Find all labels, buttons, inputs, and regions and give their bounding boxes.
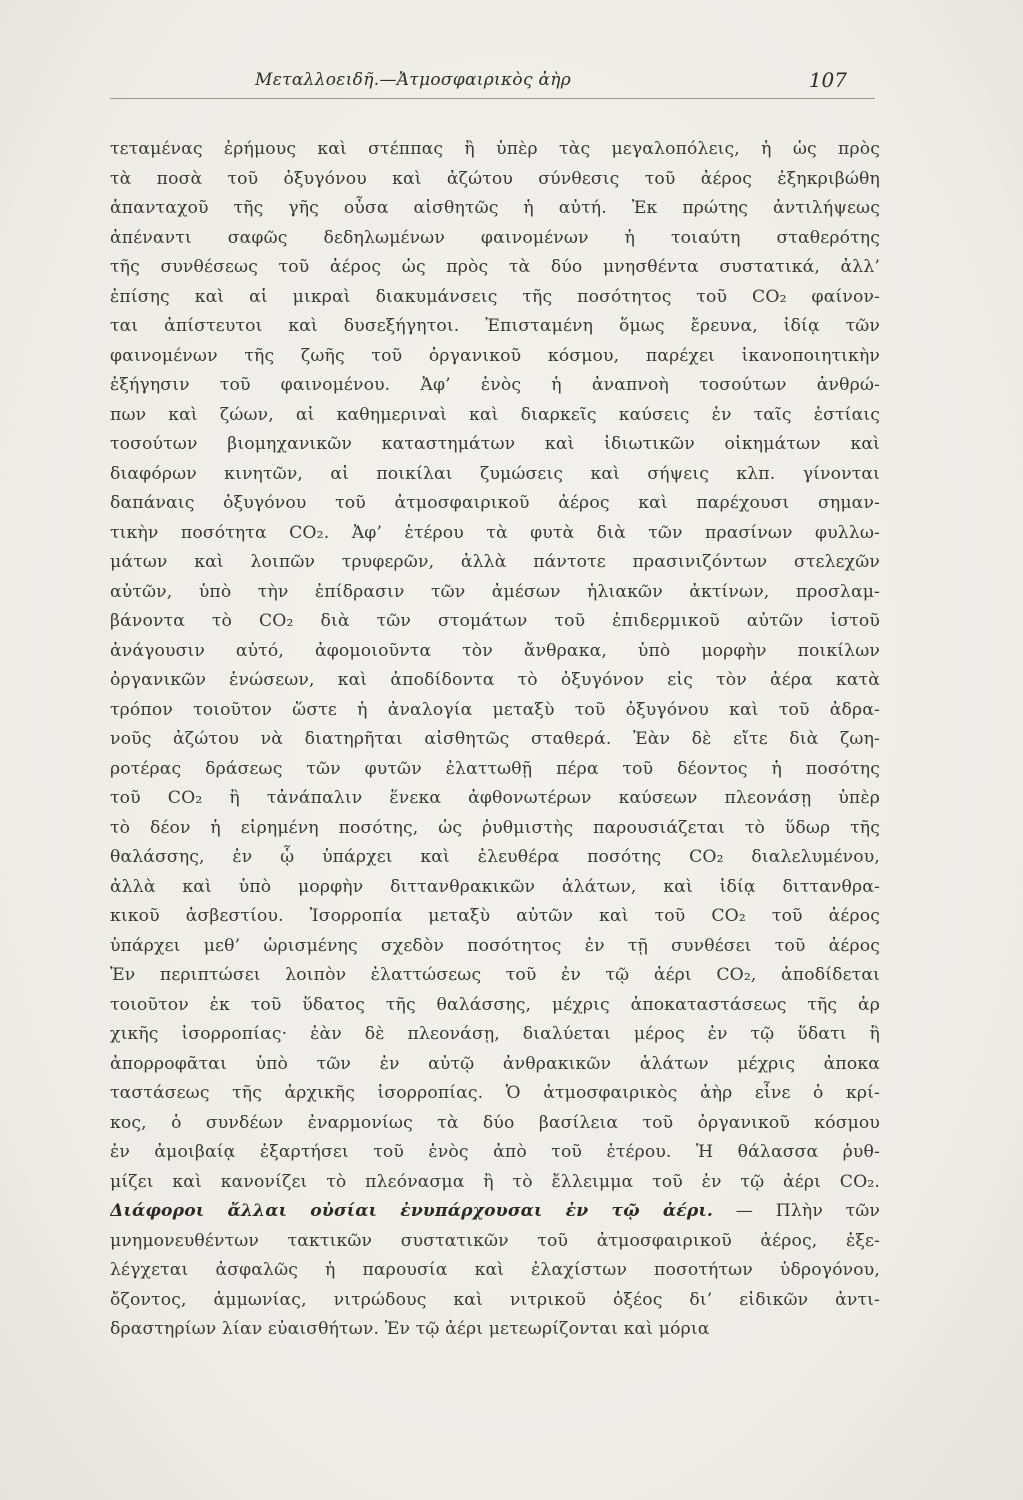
text-line: ἐπίσης καὶ αἱ μικραὶ διακυμάνσεις τῆς ποσότητος τοῦ CO₂ φαίνον- <box>110 286 880 307</box>
text-line: πων καὶ ζώων, αἱ καθημεριναὶ καὶ διαρκεῖς καύσεις ἐν ταῖς ἑστίαις <box>110 404 880 425</box>
text-line: μνημονευθέντων τακτικῶν συστατικῶν τοῦ ἀτμοσφαιρικοῦ ἀέρος, ἐξε- <box>110 1230 880 1251</box>
text-line: τρόπον τοιοῦτον ὥστε ἡ ἀναλογία μεταξὺ τοῦ ὀξυγόνου καὶ τοῦ ἀδρα- <box>110 699 880 720</box>
text-line: ἀλλὰ καὶ ὑπὸ μορφὴν διττανθρακικῶν ἁλάτων, καὶ ἰδίᾳ διττανθρα- <box>110 876 880 897</box>
text-line: νοῦς ἀζώτου νὰ διατηρῆται αἰσθητῶς σταθερά. Ἐὰν δὲ εἴτε διὰ ζωη- <box>110 729 880 749</box>
text-line: ροτέρας δράσεως τῶν φυτῶν ἐλαττωθῇ πέρα τοῦ δέοντος ἡ ποσότης <box>110 758 880 779</box>
text-line: βάνοντα τὸ CO₂ διὰ τῶν στομάτων τοῦ ἐπιδερμικοῦ αὐτῶν ἱστοῦ <box>110 611 880 631</box>
section-first-line: — Πλὴν τῶν <box>735 1201 880 1221</box>
text-line: θαλάσσης, ἐν ᾧ ὑπάρχει καὶ ἐλευθέρα ποσότης CO₂ διαλελυμένου, <box>110 847 880 867</box>
text-line: τικὴν ποσότητα CO₂. Ἀφ’ ἑτέρου τὰ φυτὰ διὰ τῶν πρασίνων φυλλω- <box>110 522 880 543</box>
text-line: ὑπάρχει μεθ’ ὡρισμένης σχεδὸν ποσότητος ἐν τῇ συνθέσει τοῦ ἀέρος <box>110 935 880 956</box>
text-line: τοιοῦτον ἐκ τοῦ ὕδατος τῆς θαλάσσης, μέχρις ἀποκαταστάσεως τῆς ἀρ <box>110 994 880 1015</box>
running-head: Μεταλλοειδῆ.—Ἀτμοσφαιρικὸς ἀὴρ <box>255 70 572 90</box>
text-line: αὐτῶν, ὑπὸ τὴν ἐπίδρασιν τῶν ἀμέσων ἡλιακῶν ἀκτίνων, προσλαμ- <box>110 581 880 602</box>
text-line: ὄζοντος, ἀμμωνίας, νιτρώδους καὶ νιτρικοῦ ὀξέος δι’ εἰδικῶν ἀντι- <box>110 1289 880 1310</box>
text-line: Ἐν περιπτώσει λοιπὸν ἐλαττώσεως τοῦ ἐν τῷ ἀέρι CO₂, ἀποδίδεται <box>110 965 880 985</box>
text-line: ἀνάγουσιν αὐτό, ἀφομοιοῦντα τὸν ἄνθρακα, ὑπὸ μορφὴν ποικίλων <box>110 640 880 661</box>
text-line: ἐξήγησιν τοῦ φαινομένου. Ἀφ’ ἑνὸς ἡ ἀναπνοὴ τοσούτων ἀνθρώ- <box>110 375 880 395</box>
text-line: δαπάναις ὀξυγόνου τοῦ ἀτμοσφαιρικοῦ ἀέρος καὶ παρέχουσι σημαν- <box>110 493 880 513</box>
text-line: τῆς συνθέσεως τοῦ ἀέρος ὡς πρὸς τὰ δύο μνησθέντα συστατικά, ἀλλ’ <box>110 257 880 277</box>
page-header <box>110 60 875 100</box>
page-number: 107 <box>808 68 847 92</box>
text-line: τὰ ποσὰ τοῦ ὀξυγόνου καὶ ἀζώτου σύνθεσις τοῦ ἀέρος ἐξηκριβώθη <box>110 168 880 189</box>
text-line: ὀργανικῶν ἑνώσεων, καὶ ἀποδίδοντα τὸ ὀξυγόνον εἰς τὸν ἀέρα κατὰ <box>110 670 880 690</box>
section-title: Διάφοροι ἄλλαι οὐσίαι ἐνυπάρχουσαι ἐν τῷ ἀέρι. <box>110 1201 714 1221</box>
text-line: χικῆς ἰσορροπίας· ἐὰν δὲ πλεονάσῃ, διαλύεται μέρος ἐν τῷ ὕδατι ἢ <box>110 1024 880 1044</box>
text-line: κικοῦ ἀσβεστίου. Ἰσορροπία μεταξὺ αὐτῶν καὶ τοῦ CO₂ τοῦ ἀέρος <box>110 906 880 926</box>
text-line: μάτων καὶ λοιπῶν τρυφερῶν, ἀλλὰ πάντοτε πρασινιζόντων στελεχῶν <box>110 552 880 572</box>
section-heading-line <box>110 1197 880 1227</box>
text-line: ἀπορροφᾶται ὑπὸ τῶν ἐν αὐτῷ ἀνθρακικῶν ἁλάτων μέχρις ἀποκα <box>110 1053 880 1074</box>
text-line: τὸ δέον ἡ εἰρημένη ποσότης, ὡς ῥυθμιστὴς παρουσιάζεται τὸ ὕδωρ τῆς <box>110 817 880 838</box>
text-line: τοῦ CO₂ ἢ τἀνάπαλιν ἕνεκα ἀφθονωτέρων καύσεων πλεονάσῃ ὑπὲρ <box>110 788 880 808</box>
text-line: λέγχεται ἀσφαλῶς ἡ παρουσία καὶ ἐλαχίστων ποσοτήτων ὑδρογόνου, <box>110 1260 880 1280</box>
text-line: κος, ὁ συνδέων ἐναρμονίως τὰ δύο βασίλεια τοῦ ὀργανικοῦ κόσμου <box>110 1112 880 1133</box>
body-text <box>110 135 880 1345</box>
text-line: ται ἀπίστευτοι καὶ δυσεξήγητοι. Ἐπισταμένη ὅμως ἔρευνα, ἰδίᾳ τῶν <box>110 316 880 336</box>
text-line: ἐν ἀμοιβαίᾳ ἐξαρτήσει τοῦ ἑνὸς ἀπὸ τοῦ ἑτέρου. Ἡ θάλασσα ῥυθ- <box>110 1142 880 1162</box>
text-line: διαφόρων κινητῶν, αἱ ποικίλαι ζυμώσεις καὶ σήψεις κλπ. γίνονται <box>110 463 880 484</box>
text-line: τεταμένας ἐρήμους καὶ στέππας ἢ ὑπὲρ τὰς μεγαλοπόλεις, ἡ ὡς πρὸς <box>110 139 880 159</box>
header-rule <box>110 98 875 99</box>
text-line: ἁπανταχοῦ τῆς γῆς οὖσα αἰσθητῶς ἡ αὐτή. Ἐκ πρώτης ἀντιλήψεως <box>110 198 880 218</box>
text-line: μίζει καὶ κανονίζει τὸ πλεόνασμα ἢ τὸ ἔλλειμμα τοῦ ἐν τῷ ἀέρι CO₂. <box>110 1171 880 1192</box>
text-line: φαινομένων τῆς ζωῆς τοῦ ὀργανικοῦ κόσμου, παρέχει ἱκανοποιητικὴν <box>110 345 880 366</box>
text-line: ἀπέναντι σαφῶς δεδηλωμένων φαινομένων ἡ τοιαύτη σταθερότης <box>110 227 880 248</box>
text-line: ταστάσεως τῆς ἀρχικῆς ἰσορροπίας. Ὁ ἀτμοσφαιρικὸς ἀὴρ εἶνε ὁ κρί- <box>110 1083 880 1103</box>
text-line: τοσούτων βιομηχανικῶν καταστημάτων καὶ ἰδιωτικῶν οἰκημάτων καὶ <box>110 434 880 454</box>
text-line: δραστηρίων λίαν εὐαισθήτων. Ἐν τῷ ἀέρι μετεωρίζονται καὶ μόρια <box>110 1319 710 1339</box>
